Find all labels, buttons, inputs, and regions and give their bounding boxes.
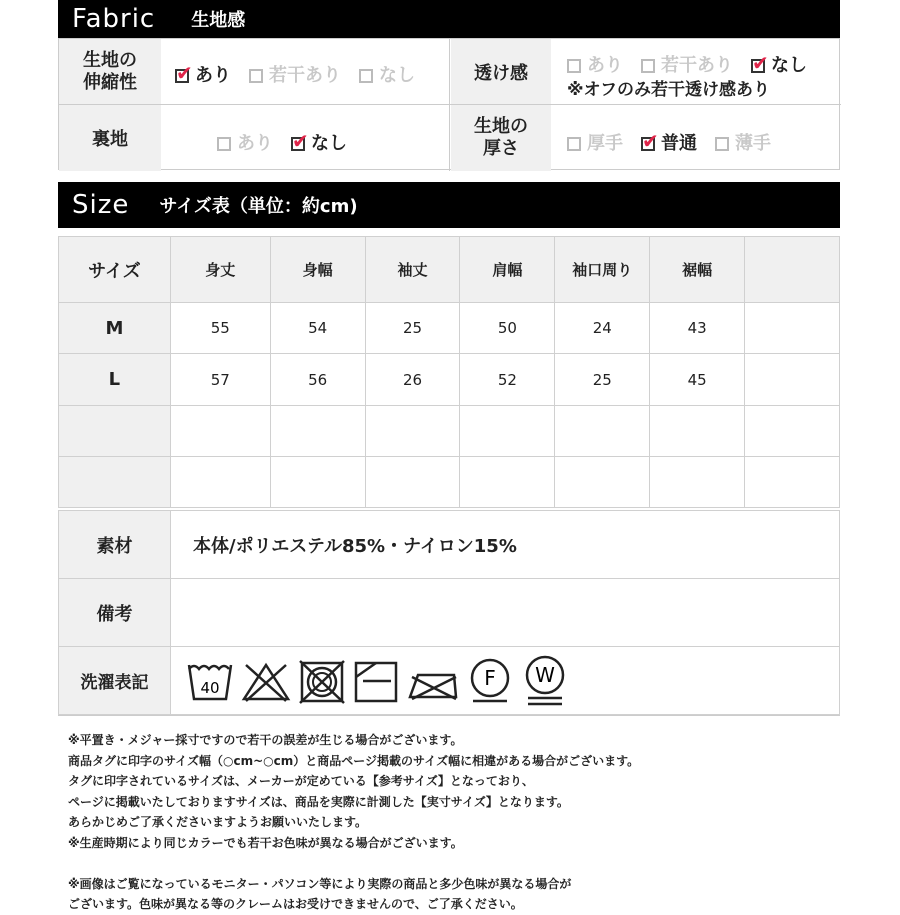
stretch-option bbox=[249, 61, 341, 87]
fabric-row-divider bbox=[59, 104, 841, 105]
size-cell bbox=[745, 354, 840, 405]
option-label: なし bbox=[379, 65, 415, 86]
size-cell: 54 bbox=[270, 303, 365, 354]
size-cell bbox=[270, 405, 365, 456]
size-cell: 57 bbox=[170, 354, 270, 405]
option-label: 薄手 bbox=[735, 133, 771, 154]
size-column-header: 身丈 bbox=[170, 237, 270, 303]
material-value: 本体/ポリエステル85%・ナイロン15% bbox=[171, 511, 840, 579]
note-line: ページに掲載いたしておりますサイズは、商品を実際に計測した【実寸サイズ】となります。 bbox=[68, 794, 569, 809]
option-label: 厚手 bbox=[587, 133, 623, 154]
fabric-title: Fabric bbox=[72, 4, 156, 34]
checked-box-icon bbox=[751, 59, 765, 73]
size-cell: 56 bbox=[270, 354, 365, 405]
size-cell: 50 bbox=[460, 303, 555, 354]
option-label: 若干あり bbox=[661, 55, 733, 76]
checked-box-icon bbox=[291, 137, 305, 151]
note-line: ございます。色味が異なる等のクレームはお受けできませんので、ご了承ください。 bbox=[68, 897, 523, 911]
size-cell bbox=[365, 456, 460, 507]
checkbox-icon bbox=[359, 69, 373, 83]
size-title: Size bbox=[72, 190, 130, 220]
size-row-label bbox=[59, 456, 171, 507]
checkbox-icon bbox=[217, 137, 231, 151]
wash-40-icon bbox=[185, 657, 235, 705]
no-tumble-dry-icon bbox=[297, 657, 347, 705]
size-cell bbox=[170, 405, 270, 456]
sheer-note: ※オフのみ若干透け感あり bbox=[567, 80, 771, 100]
size-column-header: 肩幅 bbox=[460, 237, 555, 303]
spec-table bbox=[58, 510, 840, 715]
option-label: あり bbox=[587, 55, 623, 76]
no-bleach-icon bbox=[240, 657, 292, 705]
sheer-option bbox=[641, 51, 733, 77]
option-label: あり bbox=[237, 133, 273, 154]
sheer-options bbox=[567, 51, 825, 77]
note-line: タグに印字されているサイズは、メーカーが定めている【参考サイズ】となっており、 bbox=[68, 774, 534, 788]
sheer-label: 透け感 bbox=[451, 39, 551, 104]
size-cell: 45 bbox=[650, 354, 745, 405]
iron-low-icon bbox=[406, 657, 460, 705]
size-chart-sheet bbox=[58, 0, 840, 911]
size-cell: 43 bbox=[650, 303, 745, 354]
lining-options bbox=[217, 129, 365, 155]
wet-clean-w-icon bbox=[520, 655, 570, 707]
thickness-label: 生地の 厚さ bbox=[451, 105, 551, 171]
remarks-value bbox=[171, 579, 840, 647]
size-cell: 52 bbox=[460, 354, 555, 405]
checked-box-icon bbox=[175, 69, 189, 83]
size-cell bbox=[650, 456, 745, 507]
size-cell bbox=[365, 405, 460, 456]
size-cell bbox=[745, 405, 840, 456]
thickness-option bbox=[641, 129, 697, 155]
fabric-divider bbox=[449, 39, 450, 171]
fabric-subtitle: 生地感 bbox=[191, 10, 246, 31]
option-label: 普通 bbox=[661, 133, 697, 154]
size-cell bbox=[170, 456, 270, 507]
option-label: なし bbox=[311, 133, 347, 154]
size-cell: 25 bbox=[365, 303, 460, 354]
checked-box-icon bbox=[641, 137, 655, 151]
stretch-option bbox=[359, 61, 415, 87]
wash-temp-text: 40 bbox=[200, 678, 220, 697]
option-label: なし bbox=[771, 55, 807, 76]
size-header-row bbox=[59, 237, 840, 303]
material-label: 素材 bbox=[59, 511, 171, 579]
size-subtitle: サイズ表（単位：約cm) bbox=[159, 196, 358, 217]
size-column-header: 袖口周り bbox=[555, 237, 650, 303]
checkbox-icon bbox=[249, 69, 263, 83]
wet-clean-letter: W bbox=[534, 662, 555, 687]
checkbox-icon bbox=[715, 137, 729, 151]
lining-option bbox=[291, 129, 347, 155]
size-column-header: 裾幅 bbox=[650, 237, 745, 303]
size-column-header: サイズ bbox=[59, 237, 171, 303]
stretch-options bbox=[175, 61, 433, 87]
size-cell: 25 bbox=[555, 354, 650, 405]
notes-section bbox=[58, 715, 840, 911]
sheer-option bbox=[751, 51, 807, 77]
size-cell: 24 bbox=[555, 303, 650, 354]
thickness-option bbox=[715, 129, 771, 155]
care-label: 洗濯表記 bbox=[59, 647, 171, 715]
size-cell: 26 bbox=[365, 354, 460, 405]
size-row bbox=[59, 303, 840, 354]
size-cell bbox=[555, 405, 650, 456]
size-row-label bbox=[59, 405, 171, 456]
note-line: あらかじめご了承くださいますようお願いいたします。 bbox=[68, 815, 368, 829]
note-line: ※画像はご覧になっているモニター・パソコン等により実際の商品と多少色味が異なる場合が bbox=[68, 876, 572, 891]
stretch-option bbox=[175, 61, 231, 87]
size-header-bar bbox=[58, 182, 840, 228]
fabric-grid bbox=[58, 38, 840, 170]
size-row bbox=[59, 456, 840, 507]
size-cell bbox=[270, 456, 365, 507]
size-row-label: L bbox=[59, 354, 171, 405]
size-column-header: 身幅 bbox=[270, 237, 365, 303]
option-label: 若干あり bbox=[269, 65, 341, 86]
sheer-option bbox=[567, 51, 623, 77]
dry-clean-f-icon bbox=[465, 657, 515, 705]
checkbox-icon bbox=[567, 137, 581, 151]
size-cell bbox=[650, 405, 745, 456]
option-label: あり bbox=[195, 65, 231, 86]
note-line: ※平置き・メジャー採寸ですので若干の誤差が生じる場合がございます。 bbox=[68, 733, 463, 747]
size-cell: 55 bbox=[170, 303, 270, 354]
note-line: ※生産時期により同じカラーでも若干お色味が異なる場合がございます。 bbox=[68, 835, 463, 850]
size-column-header: 袖丈 bbox=[365, 237, 460, 303]
size-cell bbox=[460, 405, 555, 456]
remarks-label: 備考 bbox=[59, 579, 171, 647]
size-cell bbox=[745, 456, 840, 507]
dry-clean-letter: F bbox=[484, 665, 496, 690]
size-row bbox=[59, 354, 840, 405]
note-line bbox=[68, 853, 840, 874]
fabric-header-bar bbox=[58, 0, 840, 38]
thickness-option bbox=[567, 129, 623, 155]
lining-label: 裏地 bbox=[59, 105, 161, 171]
size-table bbox=[58, 236, 840, 508]
size-column-header bbox=[745, 237, 840, 303]
size-cell bbox=[555, 456, 650, 507]
size-row bbox=[59, 405, 840, 456]
note-line: 商品タグに印字のサイズ幅（○cm~○cm）と商品ページ掲載のサイズ幅に相違がある場合がございます。 bbox=[68, 753, 640, 768]
care-icons bbox=[171, 647, 840, 715]
size-cell bbox=[460, 456, 555, 507]
stretch-label: 生地の 伸縮性 bbox=[59, 39, 161, 104]
thickness-options bbox=[567, 129, 789, 155]
size-row-label: M bbox=[59, 303, 171, 354]
checkbox-icon bbox=[567, 59, 581, 73]
line-dry-icon bbox=[351, 657, 401, 705]
lining-option bbox=[217, 129, 273, 155]
size-cell bbox=[745, 303, 840, 354]
checkbox-icon bbox=[641, 59, 655, 73]
